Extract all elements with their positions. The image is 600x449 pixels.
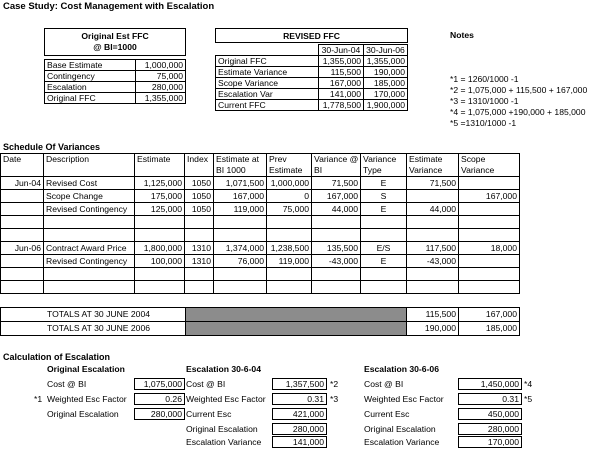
esc-label: Current Esc [364,409,410,419]
cell-estimate-bi: 167,000 [213,189,267,203]
cell-date [0,202,44,216]
cell-estimate-bi [213,280,267,294]
cell-variance-type: E [360,202,407,216]
revised-ffc-table [215,28,408,132]
cell-index: 1310 [184,241,214,255]
original-escalation-title: Original Escalation [47,364,125,374]
cell-prev-estimate: 119,000 [266,254,312,268]
cell-index [184,215,214,229]
totals-shaded-cell [185,307,407,322]
esc-value: 170,000 [458,436,522,448]
original-est-table [44,28,186,142]
cell-prev-estimate [266,215,312,229]
cell-variance-type [360,215,407,229]
cell-scope-variance [458,228,520,242]
esc-value: 1,075,000 [134,378,185,390]
cell-variance-type: S [360,189,407,203]
cell-prev-estimate [266,280,312,294]
cell-prev-estimate [266,267,312,281]
esc-value: 141,000 [272,436,327,448]
cell-description [43,267,135,281]
cell-scope-variance [458,280,520,294]
esc-label: Weighted Esc Factor [186,394,266,404]
cell-prev-estimate: 1,238,500 [266,241,312,255]
esc-value: 280,000 [272,423,327,435]
esc-value: 421,000 [272,408,327,420]
cell-description [43,228,135,242]
cell-estimate-variance: 117,500 [406,241,459,255]
cell-variance-bi [311,280,361,294]
cell-scope-variance [458,215,520,229]
totals-estimate-variance: 115,500 [406,307,459,322]
note-marker: *2 [330,379,339,389]
cell-date [0,189,44,203]
revised-row-value: 190,000 [363,66,408,78]
escalation-title: Calculation of Escalation [3,352,111,362]
cell-estimate-variance [406,189,459,203]
cell-variance-type [360,267,407,281]
esc-value: 0.31 [458,393,522,405]
revised-row-label: Estimate Variance [215,66,319,78]
original-est-value: 280,000 [135,81,186,93]
notes-section [450,30,600,130]
escalation-0604-block [186,364,346,449]
cell-description: Revised Contingency [43,202,135,216]
cell-estimate: 175,000 [134,189,185,203]
revised-row-label: Original FFC [215,55,319,67]
esc-value: 450,000 [458,408,522,420]
revised-row-value: 167,000 [318,77,364,89]
cell-variance-type: E/S [360,241,407,255]
cell-scope-variance: 167,000 [458,189,520,203]
cell-description [43,280,135,294]
revised-row-value: 1,355,000 [318,55,364,67]
totals-estimate-variance: 190,000 [406,321,459,336]
esc-value: 280,000 [134,408,185,420]
cell-variance-bi: 71,500 [311,176,361,190]
cell-variance-type [360,228,407,242]
cell-estimate-bi [213,267,267,281]
esc-label: Escalation Variance [186,437,262,447]
cell-estimate-variance [406,228,459,242]
schedule-title: Schedule Of Variances [3,142,101,152]
cell-variance-type: E [360,176,407,190]
cell-description: Revised Cost [43,176,135,190]
cell-estimate-bi: 1,071,500 [213,176,267,190]
note-item: *2 = 1,075,000 + 115,500 + 167,000 [450,85,588,95]
cell-variance-bi: -43,000 [311,254,361,268]
totals-shaded-cell [185,321,407,336]
revised-row-value: 170,000 [363,88,408,100]
original-est-subheader: @ BI=1000 [44,42,186,56]
esc-value: 1,450,000 [458,378,522,390]
cell-index: 1050 [184,176,214,190]
page-title: Case Study: Cost Management with Escalation [3,1,215,12]
col-header-scope-variance: Scope Variance [458,153,520,177]
note-marker: *5 [524,394,533,404]
cell-description: Revised Contingency [43,254,135,268]
cell-prev-estimate: 1,000,000 [266,176,312,190]
cell-estimate-variance: 44,000 [406,202,459,216]
note-item: *3 = 1310/1000 -1 [450,96,519,106]
cell-estimate: 125,000 [134,202,185,216]
cell-variance-bi [311,228,361,242]
cell-estimate [134,280,185,294]
original-est-label: Contingency [44,70,136,82]
cell-estimate-bi [213,228,267,242]
cell-scope-variance [458,176,520,190]
original-est-label: Base Estimate [44,59,136,71]
revised-row-value: 141,000 [318,88,364,100]
totals-scope-variance: 167,000 [458,307,520,322]
col-header-estimate-variance: Estimate Variance [406,153,459,177]
cell-variance-type: E [360,254,407,268]
revised-row-value: 1,900,000 [363,99,408,111]
cell-estimate: 1,125,000 [134,176,185,190]
cell-index: 1050 [184,202,214,216]
cell-estimate-variance [406,267,459,281]
cell-estimate: 1,800,000 [134,241,185,255]
totals-label: TOTALS AT 30 JUNE 2004 [0,307,186,322]
cell-date [0,267,44,281]
cell-index: 1050 [184,189,214,203]
cell-date [0,228,44,242]
cell-estimate-variance: -43,000 [406,254,459,268]
revised-ffc-header: REVISED FFC [215,28,408,43]
cell-scope-variance [458,202,520,216]
note-marker: *1 [34,394,43,404]
revised-row-value: 185,000 [363,77,408,89]
esc-label: Weighted Esc Factor [364,394,444,404]
revised-row-value: 115,500 [318,66,364,78]
col-header-date: Date [0,153,44,177]
cell-estimate-bi: 119,000 [213,202,267,216]
revised-row-value: 1,355,000 [363,55,408,67]
revised-col-header: 30-Jun-04 [318,44,364,56]
cell-date: Jun-04 [0,176,44,190]
cell-scope-variance: 18,000 [458,241,520,255]
cell-description: Contract Award Price [43,241,135,255]
cell-scope-variance [458,254,520,268]
col-header-description: Description [43,153,135,177]
note-item: *1 = 1260/1000 -1 [450,74,519,84]
revised-row-label: Scope Variance [215,77,319,89]
revised-row-label: Escalation Var [215,88,319,100]
esc-label: Escalation Variance [364,437,440,447]
cell-estimate-bi [213,215,267,229]
esc-value: 280,000 [458,423,522,435]
cell-description [43,215,135,229]
original-est-header: Original Est FFC [44,28,186,43]
escalation-0606-title: Escalation 30-6-06 [364,364,439,374]
esc-label: Original Escalation [364,424,436,434]
esc-label: Cost @ BI [47,379,87,389]
note-item: *5 =1310/1000 -1 [450,118,517,128]
cell-date [0,280,44,294]
escalation-0604-title: Escalation 30-6-04 [186,364,261,374]
cell-estimate-variance: 71,500 [406,176,459,190]
esc-label: Original Escalation [47,409,119,419]
cell-variance-bi: 44,000 [311,202,361,216]
original-est-value: 1,000,000 [135,59,186,71]
cell-date: Jun-06 [0,241,44,255]
cell-date [0,254,44,268]
cell-variance-bi: 167,000 [311,189,361,203]
cell-estimate [134,215,185,229]
revised-row-label: Current FFC [215,99,319,111]
revised-row-value: 1,778,500 [318,99,364,111]
notes-title: Notes [450,30,474,40]
cell-prev-estimate [266,228,312,242]
cell-scope-variance [458,267,520,281]
esc-label: Weighted Esc Factor [47,394,127,404]
cell-estimate-variance [406,280,459,294]
cell-index [184,280,214,294]
cell-estimate [134,228,185,242]
esc-label: Current Esc [186,409,232,419]
esc-label: Cost @ BI [186,379,226,389]
note-item: *4 = 1,075,000 +190,000 + 185,000 [450,107,586,117]
cell-prev-estimate: 0 [266,189,312,203]
totals-section [0,307,520,337]
escalation-0606-block [364,364,564,449]
esc-value: 0.31 [272,393,327,405]
col-header-variance-bi: Variance @ BI [311,153,361,177]
cell-estimate-bi: 1,374,000 [213,241,267,255]
cell-date [0,215,44,229]
col-header-estimate-bi: Estimate at BI 1000 [213,153,267,177]
note-marker: *4 [524,379,533,389]
original-est-value: 75,000 [135,70,186,82]
esc-label: Cost @ BI [364,379,404,389]
totals-scope-variance: 185,000 [458,321,520,336]
cell-variance-bi [311,267,361,281]
cell-estimate-bi: 76,000 [213,254,267,268]
original-est-label: Original FFC [44,92,136,104]
cell-index: 1310 [184,254,214,268]
totals-label: TOTALS AT 30 JUNE 2006 [0,321,186,336]
cell-estimate: 100,000 [134,254,185,268]
original-escalation-block [0,364,186,424]
cell-estimate [134,267,185,281]
cell-variance-bi [311,215,361,229]
cell-variance-bi: 135,500 [311,241,361,255]
col-header-estimate: Estimate [134,153,185,177]
original-est-label: Escalation [44,81,136,93]
cell-index [184,228,214,242]
col-header-variance-type: Variance Type [360,153,407,177]
original-est-value: 1,355,000 [135,92,186,104]
cell-prev-estimate: 75,000 [266,202,312,216]
note-marker: *3 [330,394,339,404]
revised-col-header: 30-Jun-06 [363,44,408,56]
esc-value: 0.26 [134,393,185,405]
cell-variance-type [360,280,407,294]
esc-value: 1,357,500 [272,378,327,390]
cell-description: Scope Change [43,189,135,203]
cell-index [184,267,214,281]
col-header-index: Index [184,153,214,177]
cell-estimate-variance [406,215,459,229]
esc-label: Original Escalation [186,424,258,434]
col-header-prev-estimate: Prev Estimate [266,153,312,177]
